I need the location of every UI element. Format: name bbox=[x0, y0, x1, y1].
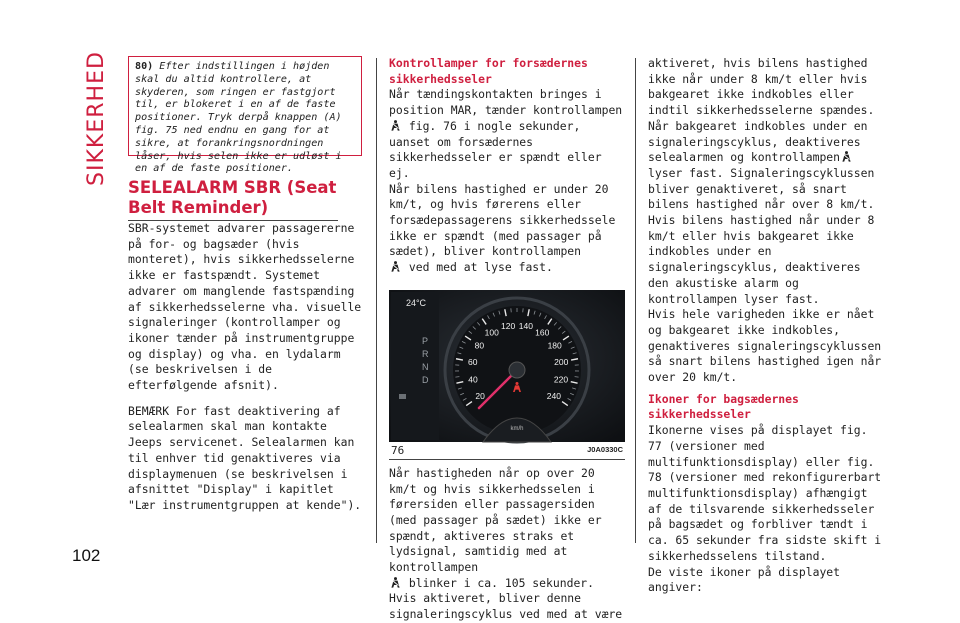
speed-label: 180 bbox=[548, 340, 562, 350]
gear-letter: P bbox=[422, 336, 428, 346]
speed-label: 80 bbox=[475, 340, 485, 350]
paragraph-text: blinker i ca. 105 sekunder. bbox=[402, 576, 594, 590]
seatbelt-warning-icon bbox=[842, 151, 851, 162]
paragraph bbox=[389, 87, 625, 181]
seatbelt-warning-icon bbox=[391, 261, 400, 272]
paragraph: SBR-systemet advarer passagererne på for- og bagsæder (hvis monteret), hvis sikkerhedsselerne ikke er fastspændt. Systemet advarer om manglende fastspænding af sikkerhedsselerne vha. visuelle signaleringer (kontrollamper og ikoner tænder på instrumentgruppe og display) og vha. en lydalarm (se beskrivelsen i de efterfølgende afsnit). bbox=[128, 221, 362, 394]
temperature-readout: 24°C bbox=[406, 298, 427, 308]
fuel-icon bbox=[399, 394, 406, 399]
figure-number: 76 bbox=[391, 444, 404, 457]
column-3 bbox=[648, 56, 884, 596]
section-title: SELEALARM SBR (Seat Belt Reminder) bbox=[128, 178, 338, 221]
page-number: 102 bbox=[72, 546, 100, 566]
paragraph-text: lyser fast. Signaleringscyklussen bliver genaktiveret, så snart bilens hastighed når over 8 km/t. bbox=[648, 166, 874, 211]
speed-label: 160 bbox=[535, 328, 549, 338]
speed-label: 240 bbox=[547, 391, 561, 401]
seatbelt-warning-icon bbox=[391, 120, 400, 131]
paragraph: Hvis aktiveret, bliver denne signaleringscyklus ved med at være bbox=[389, 591, 625, 622]
speed-label: 100 bbox=[485, 328, 499, 338]
note-box bbox=[128, 56, 362, 156]
paragraph-text: ved med at lyse fast. bbox=[402, 260, 553, 274]
paragraph: Hvis hele varigheden ikke er nået og bakgearet ikke indkobles, genaktiveres signaleringscyklussen så snart bilens hastighed igen når over 20 km/t. bbox=[648, 307, 884, 386]
paragraph-text: Når hastigheden når op over 20 km/t og hvis sikkerhedsselen i førersiden eller passagersiden (med passager på sædet) ikke er spændt, aktiveres straks et lydsignal, samtidig med at kontrollampen bbox=[389, 466, 602, 574]
paragraph: De viste ikoner på displayet angiver: bbox=[648, 565, 884, 596]
speed-unit: km/h bbox=[510, 426, 523, 432]
chapter-title-text: SIKKERHED bbox=[84, 51, 109, 186]
note-text: Efter indstillingen i højden skal du altid kontrollere, at skyderen, som ringen er fastgjort til, er blokeret i en af de faste positioner. Tryk derpå knappen (A) fig. 75 ned endnu en gang for at sikre, at forankringsnordningen låser, hvis selen ikke er udløst i en af de faste positioner. bbox=[135, 61, 342, 174]
paragraph-text: Når bakgearet indkobles under en signaleringscyklus, deaktiveres selealarmen og kontrollampen bbox=[648, 119, 867, 164]
paragraph: BEMÆRK For fast deaktivering af selealarmen skal man kontakte Jeeps servicenet. Selealarmen kan til enhver tid genaktiveres via displaymenuen (se beskrivelsen i afsnittet "Display" i kapitlet "Lær instrumentgruppen at kende"). bbox=[128, 404, 362, 514]
paragraph: Hvis bilens hastighed når under 8 km/t eller hvis bakgearet ikke indkobles under en signaleringscyklus, deaktiveres den akustiske alarm og kontrollampen lyser fast. bbox=[648, 213, 884, 307]
speed-label: 20 bbox=[475, 391, 485, 401]
paragraph: Ikonerne vises på displayet fig. 77 (versioner med multifunktionsdisplay) eller fig. 78 (versioner med rekonfigurerbart multifunktionsdisplay) afhængigt af de tilsvarende sikkerhedsseler på bagsædet og forbliver tændt i ca. 65 sekunder fra sidste skift i sikkerhedsselens tilstand. bbox=[648, 423, 884, 564]
paragraph bbox=[648, 119, 884, 213]
speed-label: 200 bbox=[554, 357, 568, 367]
paragraph-text: Når tændingskontakten bringes i position MAR, tænder kontrollampen bbox=[389, 87, 622, 117]
gear-letter: R bbox=[422, 349, 429, 359]
subsection-heading: Kontrollamper for forsædernes sikkerhedsseler bbox=[389, 56, 625, 87]
subsection-heading: Ikoner for bagsædernes sikkerhedsseler bbox=[648, 392, 884, 423]
column-2 bbox=[389, 56, 625, 623]
speed-label: 120 bbox=[501, 321, 515, 331]
instrument-cluster-image bbox=[389, 290, 625, 442]
left-display-panel bbox=[391, 292, 439, 440]
paragraph bbox=[389, 466, 625, 592]
column-divider bbox=[376, 58, 377, 543]
needle-hub bbox=[509, 362, 525, 378]
paragraph: aktiveret, hvis bilens hastighed ikke når under 8 km/t eller hvis bakgearet ikke indkobles eller indtil sikkerhedsselerne spændes. bbox=[648, 56, 884, 119]
column-divider bbox=[635, 58, 636, 543]
note-marker: 80) bbox=[135, 61, 153, 72]
chapter-title bbox=[76, 48, 116, 188]
paragraph-text: Når bilens hastighed er under 20 km/t, og hvis førerens eller forsædepassagerens sikkerhedssele ikke er spændt (med passager på sædet), bliver kontrollampen bbox=[389, 182, 615, 259]
gear-letter: N bbox=[422, 362, 429, 372]
seatbelt-warning-icon bbox=[391, 577, 400, 588]
speed-label: 40 bbox=[468, 374, 478, 384]
column-1 bbox=[128, 56, 362, 514]
gear-letter: D bbox=[422, 375, 429, 385]
figure-code: J0A0330C bbox=[587, 445, 623, 454]
paragraph bbox=[389, 182, 625, 276]
speed-label: 140 bbox=[519, 321, 533, 331]
speed-label: 220 bbox=[554, 374, 568, 384]
figure-76 bbox=[389, 290, 625, 460]
paragraph-text: fig. 76 i nogle sekunder, uanset om forsædernes sikkerhedsseler er spændt eller ej. bbox=[389, 119, 602, 180]
speed-label: 60 bbox=[468, 357, 478, 367]
